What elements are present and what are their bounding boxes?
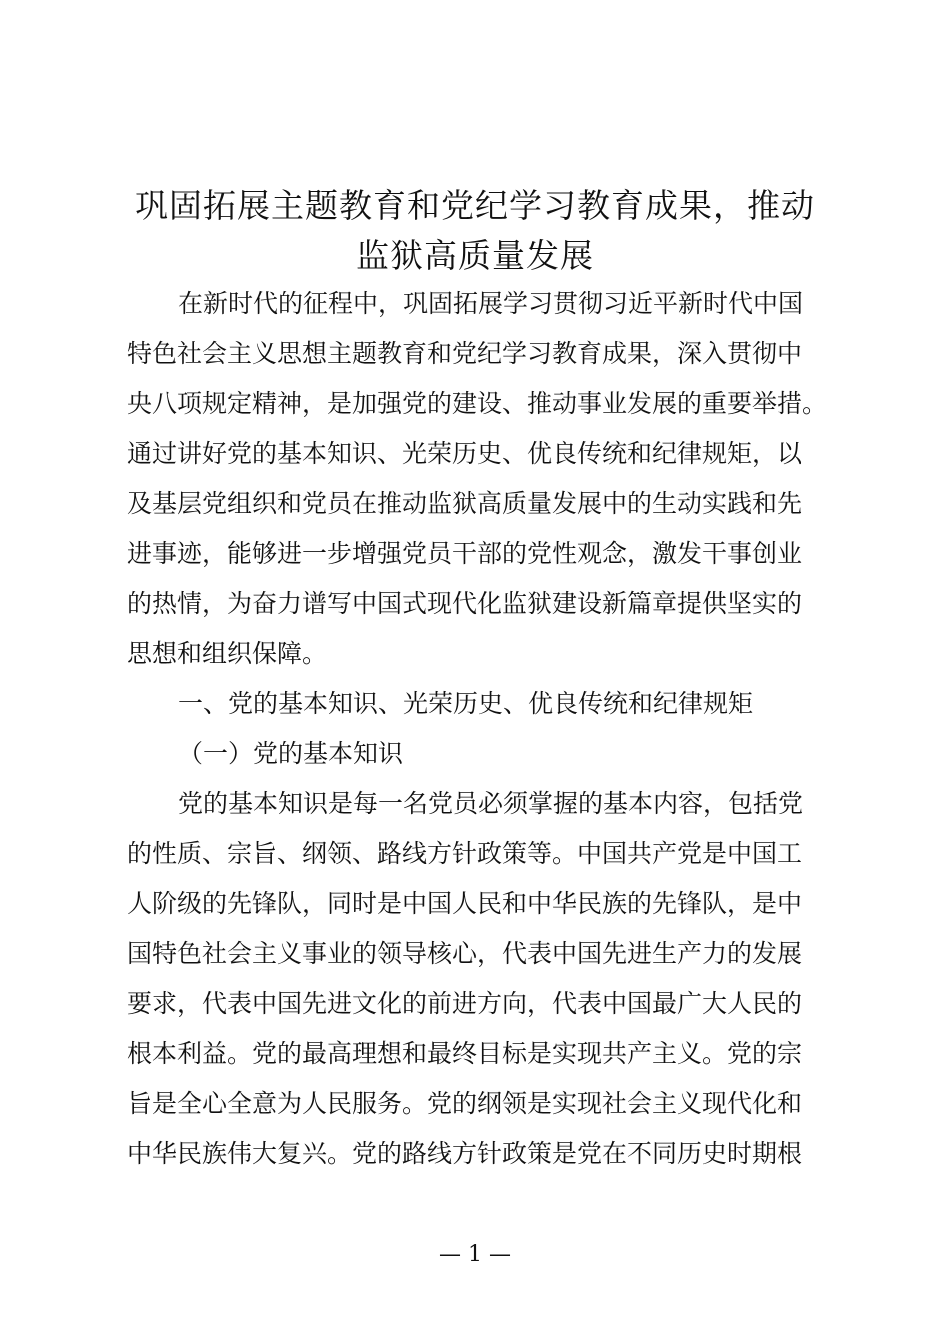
body-paragraph-line: 人阶级的先锋队，同时是中国人民和中华民族的先锋队，是中 xyxy=(127,889,803,918)
intro-paragraph-line: 及基层党组织和党员在推动监狱高质量发展中的生动实践和先 xyxy=(127,489,803,518)
intro-paragraph-line: 通过讲好党的基本知识、光荣历史、优良传统和纪律规矩，以 xyxy=(127,439,803,468)
section-heading: 一、党的基本知识、光荣历史、优良传统和纪律规矩 xyxy=(178,689,754,718)
body-paragraph-line: 中华民族伟大复兴。党的路线方针政策是党在不同历史时期根 xyxy=(127,1139,803,1168)
body-paragraph-line: 旨是全心全意为人民服务。党的纲领是实现社会主义现代化和 xyxy=(127,1089,803,1118)
intro-paragraph-line: 央八项规定精神，是加强党的建设、推动事业发展的重要举措。 xyxy=(127,389,828,418)
body-paragraph-line: 国特色社会主义事业的领导核心，代表中国先进生产力的发展 xyxy=(127,939,803,968)
body-paragraph-line: 要求，代表中国先进文化的前进方向，代表中国最广大人民的 xyxy=(127,989,803,1018)
body-paragraph-line: 根本利益。党的最高理想和最终目标是实现共产主义。党的宗 xyxy=(127,1039,803,1068)
subsection-heading: （一）党的基本知识 xyxy=(178,739,404,768)
body-paragraph-line: 党的基本知识是每一名党员必须掌握的基本内容，包括党 xyxy=(178,789,804,818)
intro-paragraph-line: 进事迹，能够进一步增强党员干部的党性观念，激发干事创业 xyxy=(127,539,803,568)
intro-paragraph-line: 思想和组织保障。 xyxy=(127,639,328,668)
intro-paragraph-line: 特色社会主义思想主题教育和党纪学习教育成果，深入贯彻中 xyxy=(127,339,803,368)
document-title-line-2: 监狱高质量发展 xyxy=(356,236,594,275)
intro-paragraph-line: 在新时代的征程中，巩固拓展学习贯彻习近平新时代中国 xyxy=(178,289,804,318)
page-number: — 1 — xyxy=(439,1242,511,1267)
document-title-line-1: 巩固拓展主题教育和党纪学习教育成果，推动 xyxy=(135,186,815,225)
body-paragraph-line: 的性质、宗旨、纲领、路线方针政策等。中国共产党是中国工 xyxy=(127,839,803,868)
intro-paragraph-line: 的热情，为奋力谱写中国式现代化监狱建设新篇章提供坚实的 xyxy=(127,589,803,618)
